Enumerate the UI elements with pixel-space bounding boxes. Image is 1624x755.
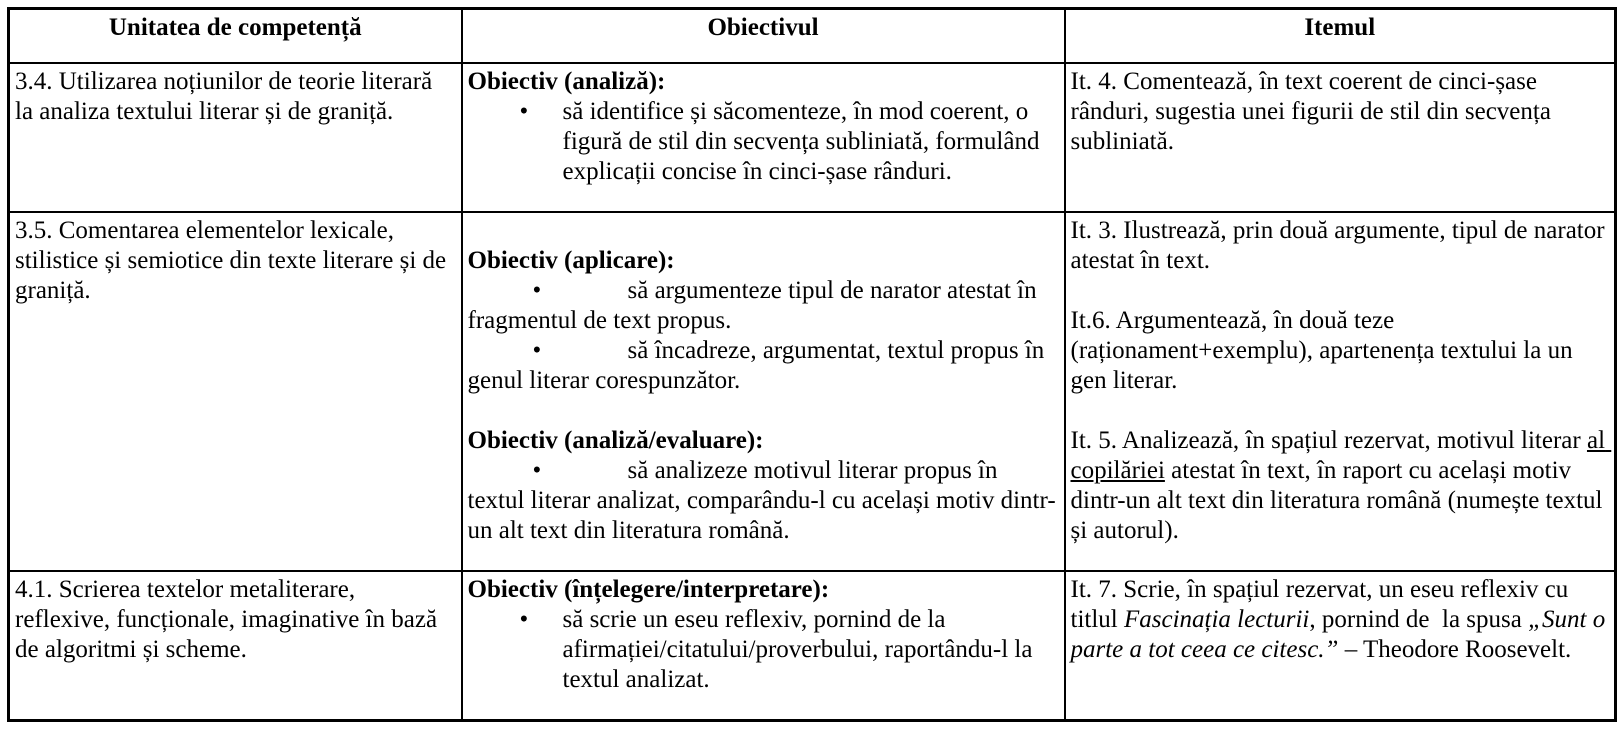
table-row-3-5 bbox=[9, 212, 1616, 571]
col-header-obiectivul: Obiectivul bbox=[462, 9, 1065, 63]
bullet-icon: • bbox=[519, 605, 529, 633]
col-header-unitatea-de-competenta: Unitatea de competență bbox=[9, 9, 462, 63]
objective-bullet-text: să încadreze, argumentat, textul propus în genul literar corespunzător. bbox=[467, 336, 1051, 394]
objective-bullet bbox=[468, 276, 1059, 336]
item-7-text-start: It. 7. Scrie, în spațiul rezervat, un eseu reflexiv cu titlul bbox=[1070, 575, 1575, 633]
objective-heading-analiza-evaluare: Obiectiv (analiză/evaluare): bbox=[467, 426, 764, 454]
item-5-text-end: atestat în text, în raport cu același motiv dintr-un alt text din literatura română (numește textul și autorul). bbox=[1070, 456, 1609, 544]
item-7-text-mid: , pornind de la spusa bbox=[1309, 605, 1529, 633]
objective-bullet bbox=[468, 605, 1059, 695]
cell-obiectiv-3-4 bbox=[462, 63, 1065, 212]
objective-heading: Obiectiv (analiză): bbox=[467, 67, 666, 95]
objective-bullet-text: să scrie un eseu reflexiv, pornind de la afirmației/citatului/proverbului, raportându-l la textul analizat. bbox=[562, 605, 1039, 693]
bullet-icon: • bbox=[519, 97, 529, 125]
item-7-text-end: – Theodore Roosevelt. bbox=[1338, 635, 1572, 663]
competenta-text: 3.5. Comentarea elementelor lexicale, stilistice și semiotice din texte literare și de graniță. bbox=[15, 216, 453, 304]
cell-competenta-3-4 bbox=[9, 63, 462, 212]
item-5-underlined-phrase: al copilăriei bbox=[1070, 426, 1612, 484]
objective-bullet-text: să analizeze motivul literar propus în textul literar analizat, comparându-l cu același motiv dintr-un alt text din literatura română. bbox=[467, 456, 1056, 544]
objective-bullet-text: să argumenteze tipul de narator atestat în fragmentul de text propus. bbox=[467, 276, 1043, 334]
objective-bullet bbox=[468, 456, 1059, 546]
bullet-icon: • bbox=[532, 456, 542, 484]
cell-competenta-3-5 bbox=[9, 212, 462, 571]
objective-bullet-text: să identifice și săcomenteze, în mod coerent, o figură de stil din secvența subliniată, formulând explicații concise în cinci-șase rânduri. bbox=[562, 97, 1046, 185]
cell-item-4-1 bbox=[1065, 571, 1616, 721]
item-6-text: It.6. Argumentează, în două teze (raționament+exemplu), apartenența textului la un gen literar. bbox=[1070, 306, 1579, 394]
objective-bullet bbox=[468, 336, 1059, 396]
competenta-text: 3.4. Utilizarea noțiunilor de teorie literară la analiza textului literar și de graniță. bbox=[15, 67, 439, 125]
bullet-icon: • bbox=[532, 336, 542, 364]
col-header-itemul: Itemul bbox=[1065, 9, 1616, 63]
item-7-text bbox=[1071, 575, 1610, 665]
objective-heading-intelegere: Obiectiv (înțelegere/interpretare): bbox=[467, 575, 830, 603]
objective-heading-aplicare: Obiectiv (aplicare): bbox=[467, 246, 675, 274]
cell-item-3-5 bbox=[1065, 212, 1616, 571]
item-3-text: It. 3. Ilustrează, prin două argumente, tipul de narator atestat în text. bbox=[1070, 216, 1611, 274]
table-row-4-1 bbox=[9, 571, 1616, 721]
objective-bullet bbox=[468, 97, 1059, 187]
competenta-text: 4.1. Scrierea textelor metaliterare, reflexive, funcționale, imaginative în bază de algoritmi și scheme. bbox=[15, 575, 444, 663]
header-row bbox=[9, 9, 1616, 63]
item-5-text-start: It. 5. Analizează, în spațiul rezervat, motivul literar bbox=[1070, 426, 1587, 454]
cell-item-3-4 bbox=[1065, 63, 1616, 212]
table-row-3-4 bbox=[9, 63, 1616, 212]
cell-obiectiv-4-1 bbox=[462, 571, 1065, 721]
cell-obiectiv-3-5 bbox=[462, 212, 1065, 571]
cell-competenta-4-1 bbox=[9, 571, 462, 721]
item-7-quote: „Sunt o parte a tot ceea ce citesc.” bbox=[1070, 605, 1612, 663]
item-5-text bbox=[1071, 426, 1610, 546]
item-7-essay-title: Fascinația lecturii bbox=[1123, 605, 1310, 633]
competence-objectives-table bbox=[7, 7, 1617, 722]
bullet-icon: • bbox=[532, 276, 542, 304]
item-text: It. 4. Comentează, în text coerent de cinci-șase rânduri, sugestia unei figurii de stil din secvența subliniată. bbox=[1070, 67, 1558, 155]
